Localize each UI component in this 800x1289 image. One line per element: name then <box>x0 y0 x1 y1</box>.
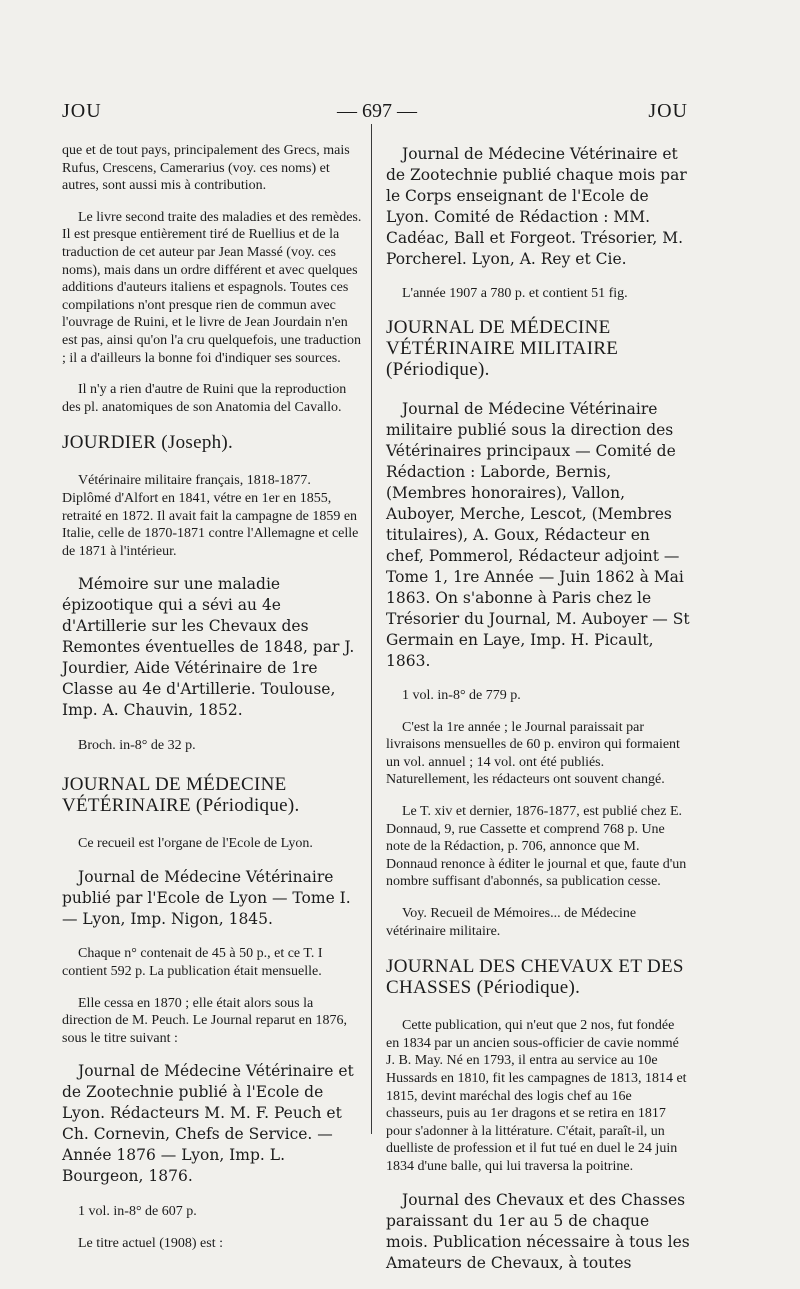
entry-heading: JOURDIER (Joseph). <box>62 432 234 454</box>
entry-paragraph: Journal de Médecine Vétérinaire et de Zootechnie publié à l'Ecole de Lyon. Rédacteurs M. M. F. Peuch et Ch. Cornevin, Chefs de Service. — Année 1876 — Lyon, Imp. L. Bourgeon, 1876. <box>62 1062 354 1186</box>
page-number: — 697 — <box>337 100 417 122</box>
column-divider <box>371 124 372 1134</box>
entry-heading: JOURNAL DE MÉDECINE VÉTÉRINAIRE MILITAIRE (Périodique). <box>386 316 619 380</box>
entry-paragraph: Il n'y a rien d'autre de Ruini que la reproduction des pl. anatomiques de son Anatomia del Cavallo. <box>62 382 347 415</box>
left-column <box>62 128 362 1266</box>
entry-paragraph: que et de tout pays, principalement des Grecs, mais Rufus, Crescens, Camerarius (voy. ces noms) et autres, sont aussi mis à contribution. <box>62 143 350 194</box>
entry-paragraph: Le livre second traite des maladies et des remèdes. Il est presque entièrement tiré de Ruellius et de la traduction de cet auteur par Jean Massé (voy. ces noms), mais dans un ordre différent et avec quelques additions d'auteurs italiens et espagnols. Toutes ces compilations n'ont presque rien de commun avec l'ouvrage de Ruini, et le livre de Jean Jourdain n'en est pas, ainsi qu'on l'a cru quelquefois, une traduction ; il a d'ailleurs la bonne foi d'indiquer ses sources. <box>62 209 362 366</box>
entry-heading: JOURNAL DES CHEVAUX ET DES CHASSES (Périodique). <box>386 956 684 999</box>
header-right-word: JOU <box>648 100 688 122</box>
entry-paragraph: Chaque n° contenait de 45 à 50 p., et ce T. I contient 592 p. La publication était mensuelle. <box>62 946 323 980</box>
entry-paragraph: Mémoire sur une maladie épizootique qui a sévi au 4e d'Artillerie sur les Chevaux des Remontes éventuelles de 1848, par J. Jourdier, Aide Vétérinaire de 1re Classe au 4e d'Artillerie. Toulouse, Imp. A. Chauvin, 1852. <box>62 575 355 720</box>
entry-paragraph: Journal de Médecine Vétérinaire et de Zootechnie publié chaque mois par le Corps enseignant de l'Ecole de Lyon. Comité de Rédaction : MM. Cadéac, Ball et Forgeot. Trésorier, M. Porcherel. Lyon, A. Rey et Cie. <box>386 144 687 268</box>
entry-paragraph: Broch. in-8° de 32 p. <box>78 737 196 753</box>
entry-paragraph: Journal des Chevaux et des Chasses paraissant du 1er au 5 de chaque mois. Publication nécessaire à tous les Amateurs de Chevaux, à toutes <box>386 1190 690 1272</box>
entry-paragraph: 1 vol. in-8° de 779 p. <box>402 688 521 704</box>
right-column <box>386 128 690 1289</box>
entry-paragraph: Elle cessa en 1870 ; elle était alors sous la direction de M. Peuch. Le Journal reparut en 1876, sous le titre suivant : <box>62 995 347 1046</box>
entry-paragraph: Ce recueil est l'organe de l'Ecole de Lyon. <box>78 836 313 852</box>
entry-paragraph: Cette publication, qui n'eut que 2 nos, fut fondée en 1834 par un ancien sous-officier de cavie nommé J. B. May. Né en 1793, il entra au service au 10e Hussards en 1810, fit les campagnes de 1813, 1814 et 1815, devint maréchal des logis chef au 16e chasseurs, puis au 1er dragons et se retira en 1817 pour s'adonner à la littérature. C'était, paraît-il, un duelliste de profession et il fut tué en duel le 24 juin 1834 d'une balle, qui lui traversa la poitrine. <box>386 1018 687 1174</box>
entry-paragraph: C'est la 1re année ; le Journal paraissait par livraisons mensuelles de 60 p. environ qui formaient un vol. annuel ; 14 vol. ont été publiés. Naturellement, les rédacteurs ont souvent changé. <box>386 719 680 788</box>
entry-paragraph: L'année 1907 a 780 p. et contient 51 fig. <box>402 286 628 301</box>
entry-paragraph: Le titre actuel (1908) est : <box>78 1235 223 1251</box>
entry-paragraph: Le T. xiv et dernier, 1876-1877, est publié chez E. Donnaud, 9, rue Cassette et comprend 768 p. Une note de la Rédaction, p. 706, annonce que M. Donnaud renonce à éditer le journal et que, faute d'un nombre suffisant d'abonnés, sa publication cesse. <box>386 804 687 890</box>
header-left-word: JOU <box>62 100 102 122</box>
entry-paragraph: Vétérinaire militaire français, 1818-1877. Diplômé d'Alfort en 1841, vétre en 1er en 1855, retraité en 1872. Il avait fait la campagne de 1859 en Italie, celle de 1870-1871 contre l'Allemagne et celle de 1871 à l'intérieur. <box>62 473 359 559</box>
entry-paragraph: Voy. Recueil de Mémoires... de Médecine vétérinaire militaire. <box>386 906 637 939</box>
entry-paragraph: Journal de Médecine Vétérinaire publié par l'Ecole de Lyon — Tome I. — Lyon, Imp. Nigon, 1845. <box>62 867 351 928</box>
entry-heading: JOURNAL DE MÉDECINE VÉTÉRINAIRE (Périodique). <box>62 774 300 817</box>
entry-paragraph: 1 vol. in-8° de 607 p. <box>78 1203 197 1219</box>
running-header <box>62 98 688 128</box>
entry-paragraph: Journal de Médecine Vétérinaire militaire publié sous la direction des Vétérinaires principaux — Comité de Rédaction : Laborde, Bernis, (Membres honoraires), Vallon, Auboyer, Merche, Lescot, (Membres titulaires), A. Goux, Rédacteur en chef, Pommerol, Rédacteur adjoint — Tome 1, 1re Année — Juin 1862 à Mai 1863. On s'abonne à Paris chez le Trésorier du Journal, M. Auboyer — St Germain en Laye, Imp. H. Picault, 1863. <box>386 399 690 670</box>
